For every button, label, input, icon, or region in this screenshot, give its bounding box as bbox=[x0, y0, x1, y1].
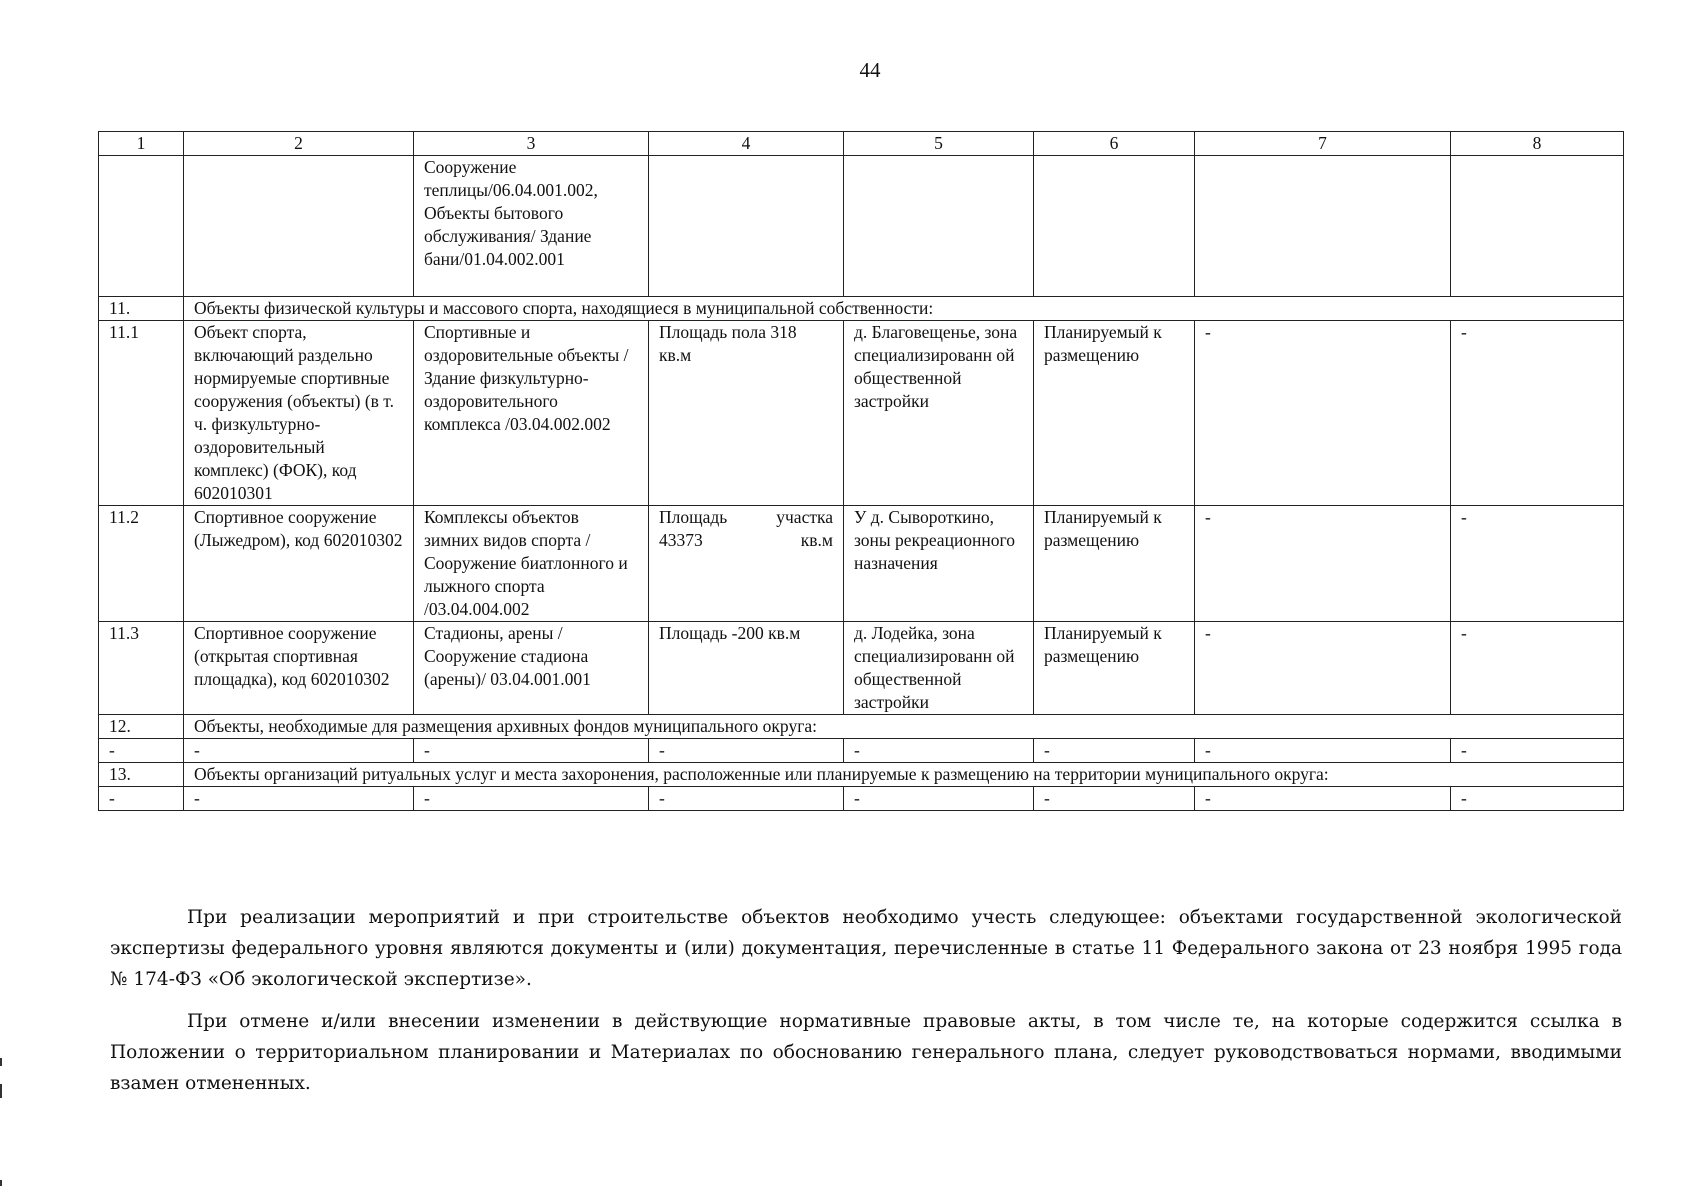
table-row bbox=[99, 321, 1624, 506]
table-cell: - bbox=[1195, 622, 1451, 715]
table-cell bbox=[1451, 156, 1624, 297]
column-header: 4 bbox=[649, 132, 844, 156]
table-cell: - bbox=[1034, 787, 1195, 811]
paragraph: При отмене и/или внесении изменении в действующие нормативные правовые акты, в том числе те, на которые содержится ссылка в Положении о территориальном планировании и Материалах по обоснованию генерального плана, следует руководствоваться нормами, вводимыми взамен отмененных. bbox=[110, 1011, 1622, 1094]
section-number: 12. bbox=[99, 715, 184, 739]
characteristics-cell: Площадь -200 кв.м bbox=[649, 622, 844, 715]
table-cell: - bbox=[99, 739, 184, 763]
column-header: 2 bbox=[184, 132, 414, 156]
table-cell: - bbox=[1451, 739, 1624, 763]
object-name-cell: Спортивное сооружение (открытая спортивная площадка), код 602010302 bbox=[184, 622, 414, 715]
status-cell: Планируемый к размещению bbox=[1034, 321, 1195, 506]
column-header: 7 bbox=[1195, 132, 1451, 156]
section-number: 11. bbox=[99, 297, 184, 321]
table-cell: - bbox=[1451, 787, 1624, 811]
table-row bbox=[99, 506, 1624, 622]
table-cell bbox=[1034, 156, 1195, 297]
object-name-cell: Спортивное сооружение (Лыжедром), код 602010302 bbox=[184, 506, 414, 622]
table-cell: - bbox=[1195, 787, 1451, 811]
table-cell bbox=[844, 156, 1034, 297]
object-name-cell: Объект спорта, включающий раздельно нормируемые спортивные сооружения (объекты) (в т. ч. физкультурно-оздоровительный комплекс) (ФОК), код 602010301 bbox=[184, 321, 414, 506]
table-cell: - bbox=[99, 787, 184, 811]
section-title: Объекты, необходимые для размещения архивных фондов муниципального округа: bbox=[184, 715, 1624, 739]
table-cell: - bbox=[414, 739, 649, 763]
paragraph: При реализации мероприятий и при строительстве объектов необходимо учесть следующее: объектами государственной экологической экспертизы федерального уровня являются документы и (или) документация, перечисленные в статье 11 Федерального закона от 23 ноября 1995 года № 174-ФЗ «Об экологической экспертизе». bbox=[110, 907, 1622, 990]
row-number: 11.2 bbox=[99, 506, 184, 622]
column-header: 8 bbox=[1451, 132, 1624, 156]
table-cell: Сооружение теплицы/06.04.001.002, Объекты бытового обслуживания/ Здание бани/01.04.002.001 bbox=[414, 156, 649, 297]
status-cell: Планируемый к размещению bbox=[1034, 622, 1195, 715]
column-header: 5 bbox=[844, 132, 1034, 156]
objects-table bbox=[98, 131, 1624, 811]
characteristics-cell: Площадь участка 43373 кв.м bbox=[649, 506, 844, 622]
table-cell bbox=[99, 156, 184, 297]
section-title: Объекты физической культуры и массового спорта, находящиеся в муниципальной собственности: bbox=[184, 297, 1624, 321]
table-cell: - bbox=[1451, 622, 1624, 715]
table-cell: - bbox=[1195, 321, 1451, 506]
table-cell: - bbox=[1195, 739, 1451, 763]
table-cell bbox=[649, 156, 844, 297]
table-cell: - bbox=[184, 739, 414, 763]
table-row bbox=[99, 739, 1624, 763]
scan-edge-mark bbox=[0, 1058, 2, 1066]
page-number: 44 bbox=[859, 58, 881, 82]
location-cell: У д. Сывороткино, зоны рекреационного назначения bbox=[844, 506, 1034, 622]
scan-edge-mark bbox=[0, 1180, 2, 1186]
table-row bbox=[99, 787, 1624, 811]
table-cell: - bbox=[1451, 506, 1624, 622]
table-row bbox=[99, 156, 1624, 297]
column-header: 6 bbox=[1034, 132, 1195, 156]
scan-edge-mark bbox=[0, 1084, 2, 1098]
row-number: 11.1 bbox=[99, 321, 184, 506]
location-cell: д. Лодейка, зона специализированн ой общественной застройки bbox=[844, 622, 1034, 715]
table-cell: - bbox=[844, 787, 1034, 811]
characteristics-cell: Площадь пола 318 кв.м bbox=[649, 321, 844, 506]
table-row bbox=[99, 622, 1624, 715]
section-row bbox=[99, 763, 1624, 787]
table-cell bbox=[1195, 156, 1451, 297]
section-row bbox=[99, 297, 1624, 321]
table-header-row bbox=[99, 132, 1624, 156]
table-cell: - bbox=[1034, 739, 1195, 763]
section-title: Объекты организаций ритуальных услуг и места захоронения, расположенные или планируемые к размещению на территории муниципального округа: bbox=[184, 763, 1624, 787]
status-cell: Планируемый к размещению bbox=[1034, 506, 1195, 622]
table-cell bbox=[184, 156, 414, 297]
location-cell: д. Благовещенье, зона специализированн ой общественной застройки bbox=[844, 321, 1034, 506]
column-header: 3 bbox=[414, 132, 649, 156]
section-number: 13. bbox=[99, 763, 184, 787]
table-cell: - bbox=[649, 739, 844, 763]
table-cell: - bbox=[1195, 506, 1451, 622]
table-cell: - bbox=[844, 739, 1034, 763]
object-type-cell: Спортивные и оздоровительные объекты / Здание физкультурно-оздоровительного комплекса /03.04.002.002 bbox=[414, 321, 649, 506]
table-cell: - bbox=[184, 787, 414, 811]
column-header: 1 bbox=[99, 132, 184, 156]
table-cell: - bbox=[1451, 321, 1624, 506]
object-type-cell: Комплексы объектов зимних видов спорта / Сооружение биатлонного и лыжного спорта /03.04.004.002 bbox=[414, 506, 649, 622]
table-cell: - bbox=[414, 787, 649, 811]
table-cell: - bbox=[649, 787, 844, 811]
row-number: 11.3 bbox=[99, 622, 184, 715]
body-text bbox=[110, 902, 1622, 1110]
section-row bbox=[99, 715, 1624, 739]
object-type-cell: Стадионы, арены / Сооружение стадиона (арены)/ 03.04.001.001 bbox=[414, 622, 649, 715]
